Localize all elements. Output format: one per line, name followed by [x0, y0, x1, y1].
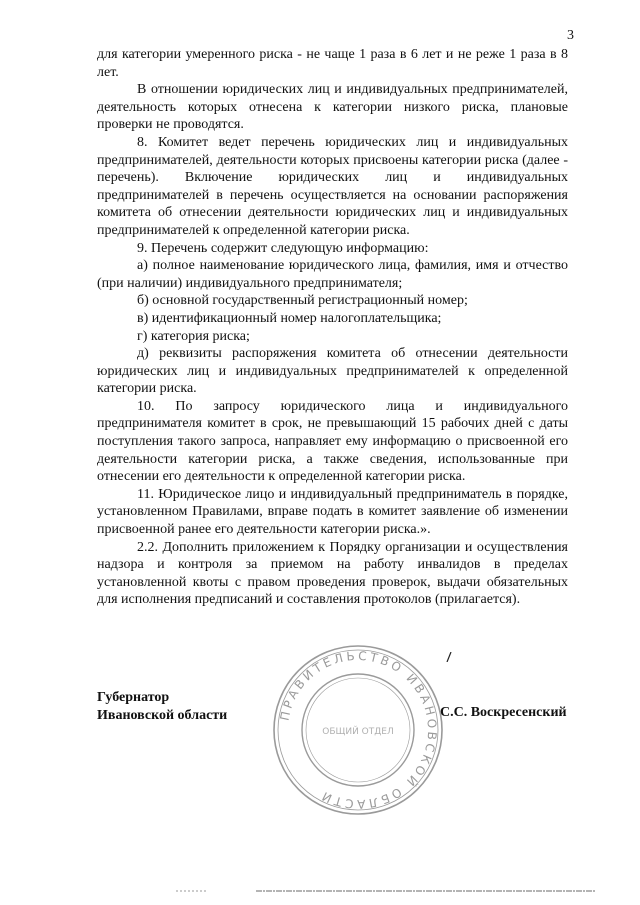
- signatory-title-line-1: Губернатор: [97, 690, 170, 705]
- signatory-name: С.С. Воскресенский: [440, 705, 567, 720]
- paragraph-8: г) категория риска;: [137, 328, 250, 344]
- svg-text:ПРАВИТЕЛЬСТВО ИВАНОВСКОЙ ОБЛАС: ПРАВИТЕЛЬСТВО ИВАНОВСКОЙ ОБЛАСТИ: [277, 648, 440, 812]
- svg-text:ОБЩИЙ ОТДЕЛ: ОБЩИЙ ОТДЕЛ: [322, 727, 394, 737]
- paragraph-3: 8. Комитет ведет перечень юридических лиц и индивидуальных предпринимателей, деятельности которых присвоены категории риска (далее - перечень). Включение юридических лиц и индивидуальных предпринимателей в перечень осуществляется на основании распоряжения комитета об отнесении деятельности юридических лиц и индивидуальных предпринимателей к определенной категории риска.: [97, 134, 568, 238]
- paragraph-4: 9. Перечень содержит следующую информацию:: [137, 240, 429, 256]
- paragraph-11: 11. Юридическое лицо и индивидуальный предприниматель в порядке, установленном Правилами, вправе подать в комитет заявление об изменении присвоенной ранее его деятельности категории риска.».: [97, 486, 568, 538]
- paragraph-5: а) полное наименование юридического лица, фамилия, имя и отчество (при наличии) индивидуального предпринимателя;: [97, 258, 568, 291]
- scan-artifact-line: [176, 888, 596, 894]
- paragraph-7: в) идентификационный номер налогоплательщика;: [137, 310, 442, 326]
- pen-mark: [446, 652, 452, 662]
- paragraph-9: д) реквизиты распоряжения комитета об отнесении деятельности юридических лиц и индивидуальных предпринимателей к определенной категории риска.: [97, 346, 568, 397]
- signatory-title: [97, 689, 227, 725]
- paragraph-2: В отношении юридических лиц и индивидуальных предпринимателей, деятельность которых отнесена к категории низкого риска, плановые проверки не проводятся.: [97, 82, 568, 133]
- paragraph-6: б) основной государственный регистрационный номер;: [137, 293, 468, 309]
- official-seal-stamp: [268, 640, 448, 820]
- paragraph-10: 10. По запросу юридического лица и индивидуального предпринимателя комитет в срок, не превышающий 15 рабочих дней с даты поступления такого запроса, направляет ему информацию о присвоенной его деятельности категории риска, а также сведения, использованные при отнесении его деятельности к определенной категории риска.: [97, 398, 568, 485]
- paragraph-1: для категории умеренного риска - не чаще 1 раза в 6 лет и не реже 1 раза в 8 лет.: [97, 47, 568, 80]
- signatory-title-line-2: Ивановской области: [97, 708, 228, 723]
- page-number: 3: [567, 28, 574, 43]
- paragraph-12: 2.2. Дополнить приложением к Порядку организации и осуществления надзора и контроля за приемом на работу инвалидов в пределах установленной квоты с правом проведения проверок, выдачи обязательных для исполнения предписаний и составления протоколов (прилагается).: [97, 539, 568, 608]
- document-body: [97, 46, 568, 609]
